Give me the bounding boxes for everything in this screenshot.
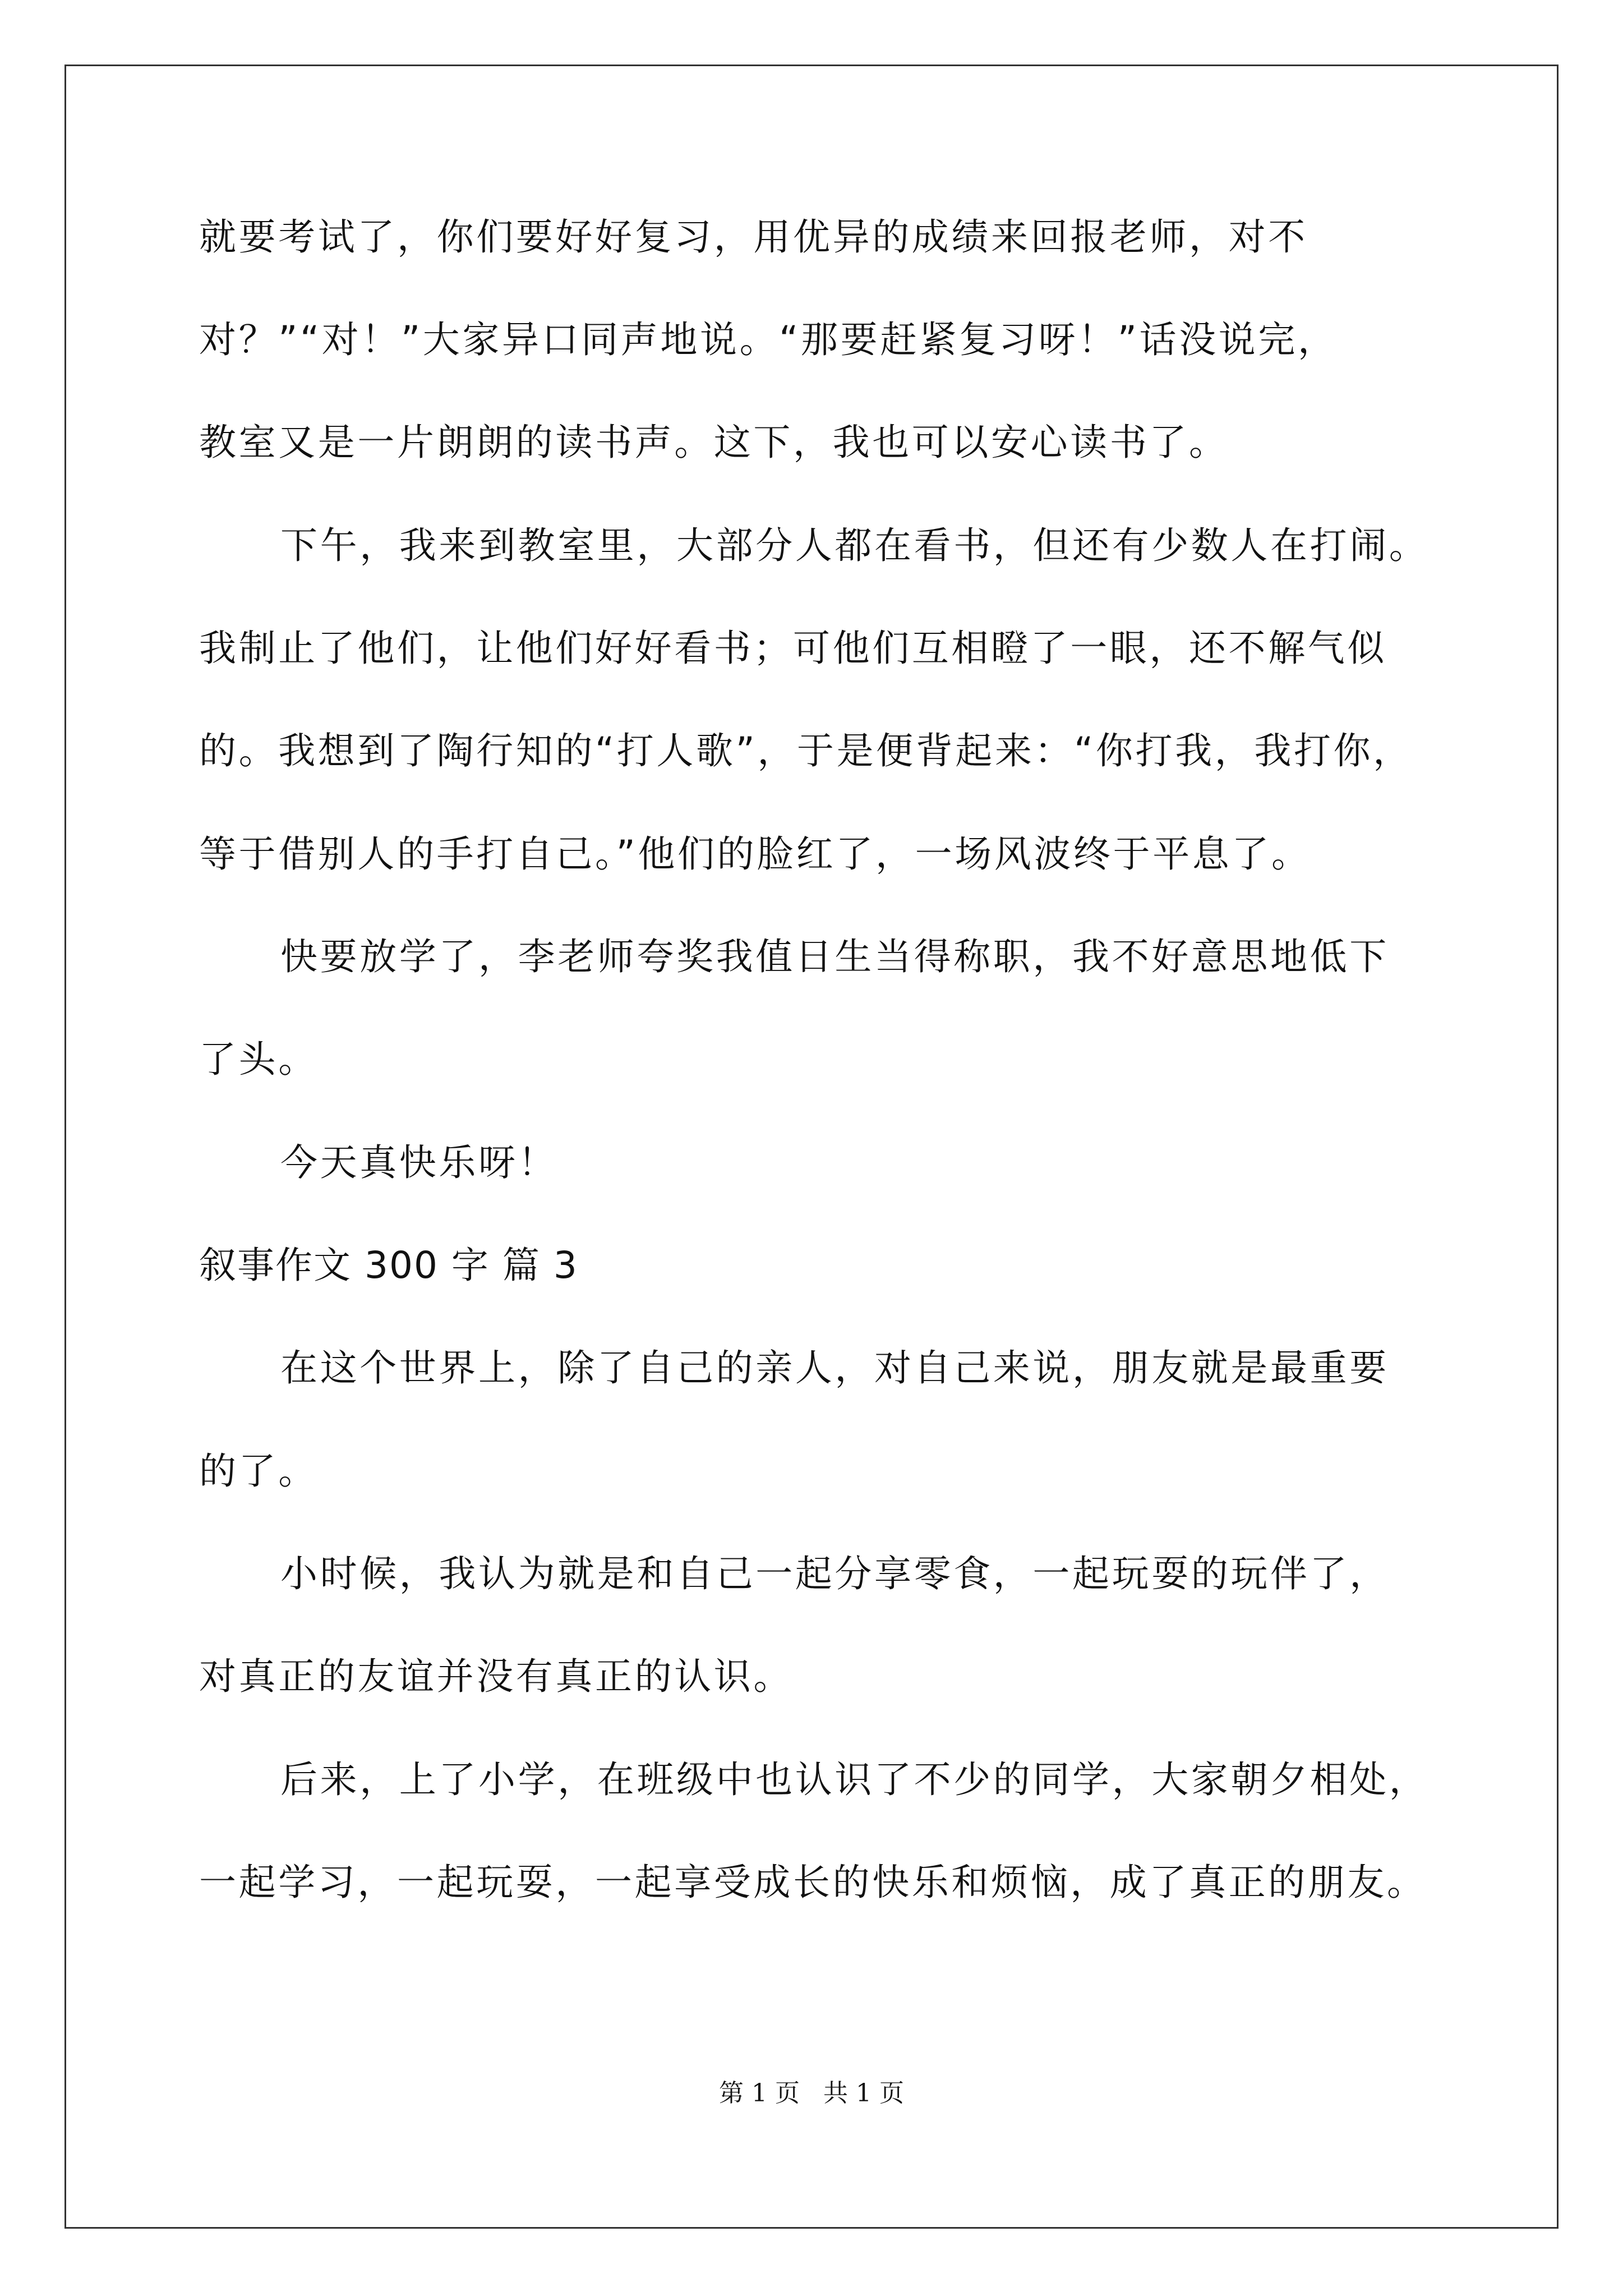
page-footer (0, 2077, 1623, 2110)
paragraph-start: 下午，我来到教室里，大部分人都在看书，但还有少数人在打闹。 (280, 524, 1429, 567)
text-line: 我制止了他们，让他们好好看书；可他们互相瞪了一眼，还不解气似 (199, 627, 1387, 670)
paragraph-start: 在这个世界上，除了自己的亲人，对自己来说，朋友就是最重要 (280, 1346, 1389, 1389)
text-line: 了头。 (199, 1038, 318, 1081)
paragraph-start: 快要放学了，李老师夸奖我值日生当得称职，我不好意思地低下 (280, 935, 1389, 978)
section-heading: 叙事作文 300 字 篇 3 (199, 1244, 578, 1287)
text-line: 对真正的友谊并没有真正的认识。 (199, 1655, 793, 1698)
paragraph-start: 小时候，我认为就是和自己一起分享零食，一起玩耍的玩伴了， (280, 1552, 1389, 1595)
text-line: 就要考试了，你们要好好复习，用优异的成绩来回报老师，对不 (199, 215, 1308, 259)
paragraph-start: 今天真快乐呀！ (280, 1141, 558, 1184)
text-line: 对？”“对！”大家异口同声地说。“那要赶紧复习呀！”话没说完， (199, 318, 1338, 361)
text-line: 的了。 (199, 1450, 318, 1493)
text-line: 一起学习，一起玩耍，一起享受成长的快乐和烦恼，成了真正的朋友。 (199, 1861, 1427, 1904)
text-line: 的。我想到了陶行知的“打人歌”，于是便背起来：“你打我，我打你， (199, 729, 1413, 772)
page-number: 第 1 页 (719, 2079, 800, 2108)
text-line: 教室又是一片朗朗的读书声。这下，我也可以安心读书了。 (199, 421, 1229, 464)
text-line: 等于借别人的手打自己。”他们的脸红了，一场风波终于平息了。 (199, 832, 1311, 876)
page-total: 共 1 页 (823, 2079, 904, 2108)
paragraph-start: 后来，上了小学，在班级中也认识了不少的同学，大家朝夕相处， (280, 1758, 1429, 1801)
